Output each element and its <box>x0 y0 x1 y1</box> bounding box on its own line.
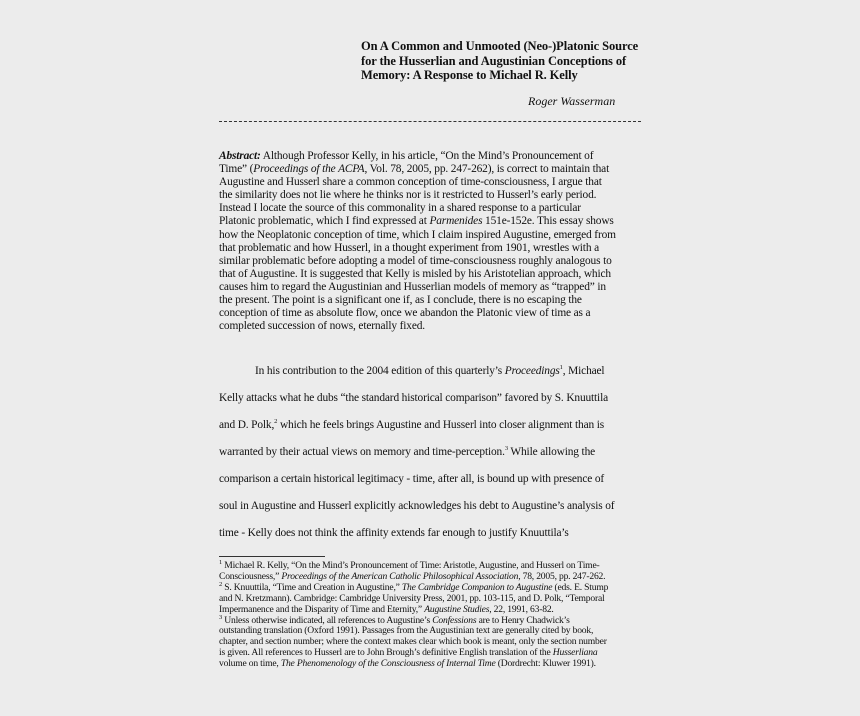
title-line: On A Common and Unmooted (Neo-)Platonic Source <box>361 39 639 53</box>
body-line: Kelly attacks what he dubs “the standard historical comparison” favored by S. Knuuttila <box>219 392 608 404</box>
abstract-line: Augustine and Husserl share a common conception of time-consciousness, I argue that <box>219 176 602 189</box>
body-line: time - Kelly does not think the affinity extends far enough to justify Knuuttila’s <box>219 527 569 539</box>
abstract-line: that problematic and how Husserl, in a thought experiment from 1901, wrestles with a <box>219 241 599 254</box>
body-line: comparison a certain historical legitimacy - time, after all, is bound up with presence of <box>219 473 605 485</box>
journal-title: Proceedings of the ACPA <box>253 163 365 176</box>
footnote-divider <box>219 556 325 557</box>
abstract-line: Time” (Proceedings of the ACPA, Vol. 78, 2005, pp. 247-262), is correct to maintain that <box>219 163 610 176</box>
body-line: In his contribution to the 2004 edition of this quarterly’s Proceedings$^1$, Michael <box>255 364 605 377</box>
abstract-line: that of Augustine. It is suggested that Kelly is misled by his Aristotelian approach, which <box>219 267 611 280</box>
body-line: soul in Augustine and Husserl explicitly acknowledges his debt to Augustine’s analysis of <box>219 500 615 512</box>
abstract-line: causes him to regard the Augustinian and Husserlian models of memory as “trapped” in <box>219 280 606 293</box>
footnote-line: outstanding translation (Oxford 1991). Passages from the Augustinian text are generally cited by book, <box>219 625 594 637</box>
footnote-line: $^2$ S. Knuuttila, “Time and Creation in Augustine,” The Cambridge Companion to Augustine (eds. E. Stump <box>219 580 609 593</box>
body-line: and D. Polk,$^2$ which he feels brings Augustine and Husserl into closer alignment than is <box>219 418 605 431</box>
abstract-line: the present. The point is a significant one if, as I conclude, there is no escaping the <box>219 294 582 307</box>
author-name: Roger Wasserman <box>528 94 616 108</box>
work-title: Parmenides <box>429 215 483 228</box>
footnotes <box>219 558 643 670</box>
footnote-ref[interactable]: 2 <box>274 418 278 426</box>
footnote-line: Consciousness,” Proceedings of the American Catholic Philosophical Association, 78, 2005, pp. 247-262. <box>219 570 606 582</box>
footnote-line: $^3$ Unless otherwise indicated, all references to Augustine’s Confessions are to Henry Chadwick’s <box>219 613 570 626</box>
footnote-line: $^1$ Michael R. Kelly, “On the Mind’s Pronouncement of Time: Aristotle, Augustine, and Husserl on Time- <box>219 558 600 571</box>
abstract <box>219 150 643 333</box>
abstract-line: the similarity does not lie where he thinks nor is it restricted to Husserl’s early period. <box>219 189 597 202</box>
footnote-line: chapter, and section number; where the context makes clear which book is meant, only the section number <box>219 636 607 648</box>
footnote-line: is given. All references to Husserl are to John Brough’s definitive English translation of the Husserliana <box>219 647 598 659</box>
abstract-line: conception of time as absolute flow, once we abandon the Platonic view of time as a <box>219 307 591 320</box>
title-line: for the Husserlian and Augustinian Conceptions of <box>361 53 627 68</box>
footnote-line: and N. Kretzmann). Cambridge: Cambridge University Press, 2001, pp. 103-115, and D. Polk, “Temporal <box>219 592 605 604</box>
abstract-line: completed succession of nows, eternally fixed. <box>219 320 425 333</box>
abstract-line: Instead I locate the source of this commonality in a shared response to a particular <box>219 202 581 215</box>
footnote-line: Impermanence and the Disparity of Time and Eternity,” Augustine Studies, 22, 1991, 63-82. <box>219 603 554 615</box>
paper-title <box>361 39 661 83</box>
abstract-line: similar problematic before adopting a model of time-consciousness roughly analogous to <box>219 254 612 267</box>
footnote-ref[interactable]: 3 <box>504 445 508 453</box>
footnote-ref[interactable]: 1 <box>559 364 563 372</box>
footnote-line: volume on time, The Phenomenology of the Consciousness of Internal Time (Dordrecht: Kluwer 1991). <box>219 658 596 670</box>
abstract-line: Platonic problematic, which I find expressed at Parmenides 151e-152e. This essay shows <box>219 215 614 228</box>
body-text <box>219 365 643 554</box>
body-line: warranted by their actual views on memory and time-perception.$^3$ While allowing the <box>219 445 596 458</box>
abstract-line: Abstract: Although Professor Kelly, in his article, “On the Mind’s Pronouncement of <box>219 150 594 162</box>
abstract-line: how the Neoplatonic conception of time, which I claim inspired Augustine, emerged from <box>219 228 616 241</box>
title-line: Memory: A Response to Michael R. Kelly <box>361 68 578 82</box>
section-divider <box>219 121 641 122</box>
abstract-label: Abstract: <box>219 150 261 162</box>
